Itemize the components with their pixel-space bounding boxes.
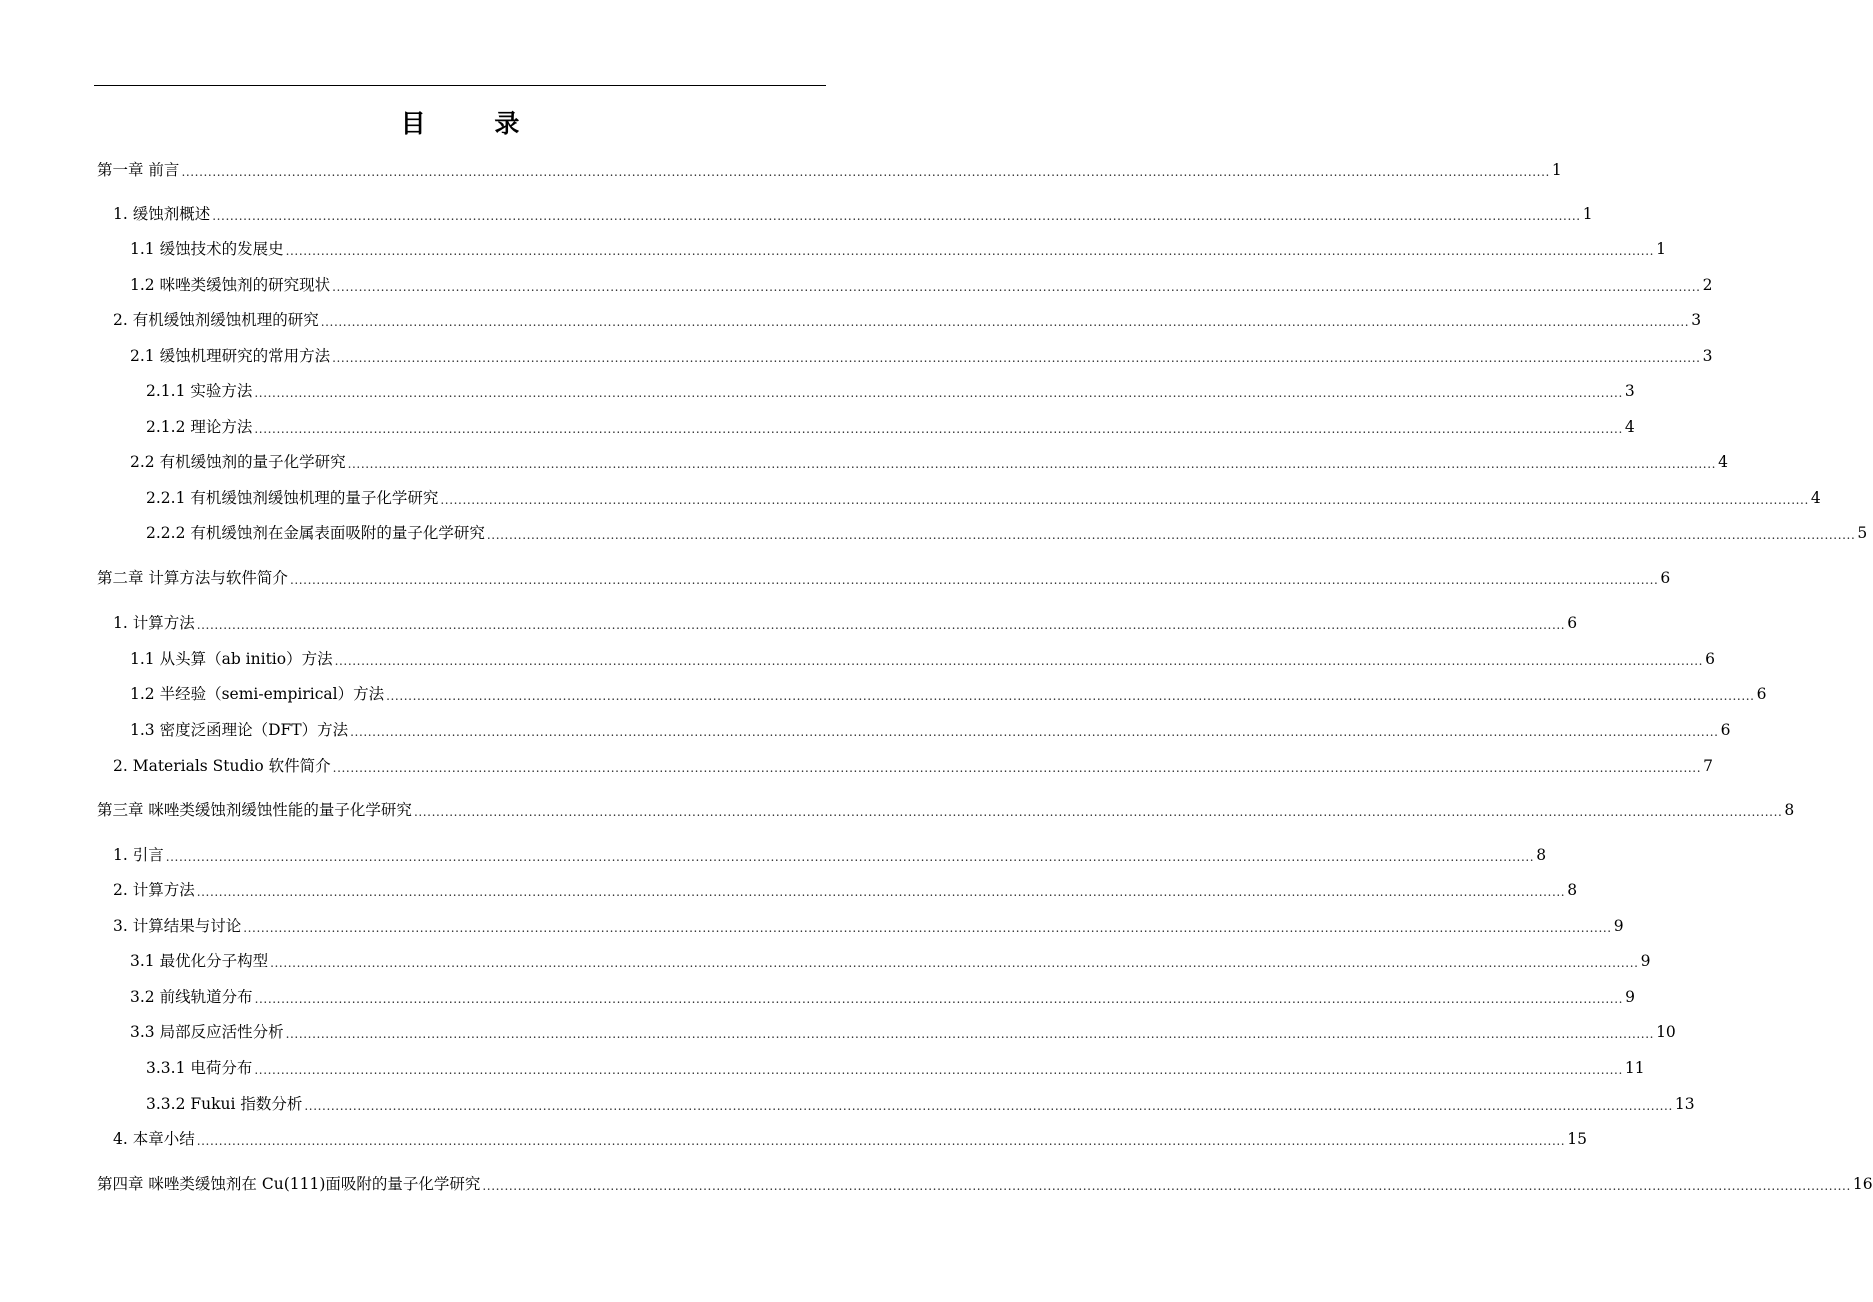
leader-dots [286, 242, 1654, 261]
toc-entry-2-2[interactable] [0, 450, 1728, 474]
header-rule [94, 85, 826, 86]
toc-entry-label: 3.3.1 电荷分布 [146, 1059, 253, 1077]
toc-entry-page: 11 [1624, 1059, 1645, 1077]
leader-dots [487, 526, 1855, 545]
toc-entry-label: 2.2 有机缓蚀剂的量子化学研究 [130, 453, 346, 471]
toc-entry-1[interactable] [0, 202, 1593, 226]
toc-entry-2-2-2[interactable] [0, 521, 1868, 545]
toc-entry-c3-3[interactable] [0, 914, 1624, 938]
leader-dots [332, 349, 1700, 368]
toc-entry-2-1-1[interactable] [0, 379, 1635, 403]
toc-entry-page: 6 [1720, 721, 1731, 739]
toc-entry-label: 4. 本章小结 [113, 1130, 195, 1148]
toc-entry-label: 2.2.2 有机缓蚀剂在金属表面吸附的量子化学研究 [146, 524, 485, 542]
leader-dots [482, 1177, 1850, 1196]
leader-dots [181, 163, 1549, 182]
toc-entry-label: 3. 计算结果与讨论 [113, 917, 242, 935]
leader-dots [386, 687, 1754, 706]
toc-entry-page: 1 [1656, 240, 1666, 258]
toc-entry-label: 1.3 密度泛函理论（DFT）方法 [130, 721, 349, 739]
toc-entry-page: 6 [1567, 614, 1578, 632]
toc-entry-page: 9 [1640, 952, 1651, 970]
toc-entry-page: 9 [1625, 988, 1635, 1006]
toc-entry-page: 8 [1567, 881, 1578, 899]
toc-entry-page: 3 [1624, 382, 1635, 400]
toc-entry-label: 1.1 从头算（ab initio）方法 [130, 650, 333, 668]
toc-entry-page: 2 [1702, 276, 1713, 294]
toc-entry-c3-3-3[interactable] [0, 1020, 1676, 1044]
toc-entry-page: 13 [1674, 1095, 1695, 1113]
toc-entry-page: 6 [1756, 685, 1767, 703]
toc-entry-c3-4[interactable] [0, 1127, 1587, 1151]
leader-dots [255, 990, 1623, 1009]
leader-dots [350, 723, 1718, 742]
toc-entry-c3-2[interactable] [0, 878, 1578, 902]
toc-entry-chapter-2[interactable] [0, 566, 1671, 590]
toc-entry-label: 1. 计算方法 [113, 614, 195, 632]
toc-entry-page: 4 [1718, 453, 1728, 471]
toc-entry-label: 3.3 局部反应活性分析 [130, 1023, 284, 1041]
toc-entry-c3-3-2[interactable] [0, 985, 1635, 1009]
leader-dots [335, 652, 1703, 671]
toc-entry-page: 3 [1702, 347, 1713, 365]
leader-dots [212, 207, 1580, 226]
toc-entry-1-1[interactable] [0, 237, 1666, 261]
toc-entry-label: 2.1.2 理论方法 [146, 418, 253, 436]
leader-dots [290, 571, 1658, 590]
toc-entry-label: 2.1.1 实验方法 [146, 382, 253, 400]
leader-dots [321, 313, 1689, 332]
toc-entry-page: 8 [1784, 801, 1795, 819]
leader-dots [254, 420, 1622, 439]
toc-entry-page: 4 [1810, 489, 1821, 507]
toc-entry-page: 15 [1567, 1130, 1587, 1148]
toc-entry-label: 2. 有机缓蚀剂缓蚀机理的研究 [113, 311, 319, 329]
toc-entry-label: 2.2.1 有机缓蚀剂缓蚀机理的量子化学研究 [146, 489, 439, 507]
toc-entry-c2-1-1[interactable] [0, 647, 1715, 671]
leader-dots [440, 491, 1808, 510]
toc-entry-page: 6 [1660, 569, 1671, 587]
toc-entry-label: 3.2 前线轨道分布 [130, 988, 253, 1006]
leader-dots [254, 384, 1622, 403]
toc-entry-2-1-2[interactable] [0, 415, 1635, 439]
toc-entry-chapter-4[interactable] [0, 1172, 1873, 1196]
leader-dots [414, 803, 1782, 822]
toc-entry-c3-3-3-1[interactable] [0, 1056, 1645, 1080]
leader-dots [243, 919, 1611, 938]
toc-entry-label: 1.1 缓蚀技术的发展史 [130, 240, 284, 258]
toc-entry-label: 3.1 最优化分子构型 [130, 952, 269, 970]
toc-entry-label: 2. 计算方法 [113, 881, 195, 899]
toc-entry-c2-1-2[interactable] [0, 682, 1767, 706]
toc-entry-c2-1[interactable] [0, 611, 1578, 635]
toc-title: 目 录 [400, 109, 550, 138]
toc-entry-label: 第三章 咪唑类缓蚀剂缓蚀性能的量子化学研究 [97, 801, 412, 819]
toc-entry-c3-1[interactable] [0, 843, 1547, 867]
leader-dots [197, 883, 1565, 902]
toc-entry-2-2-1[interactable] [0, 486, 1821, 510]
leader-dots [286, 1025, 1654, 1044]
toc-entry-label: 1. 引言 [113, 846, 164, 864]
leader-dots [197, 1132, 1565, 1151]
leader-dots [348, 455, 1716, 474]
leader-dots [332, 278, 1700, 297]
toc-entry-label: 2.1 缓蚀机理研究的常用方法 [130, 347, 331, 365]
toc-entry-c2-2[interactable] [0, 754, 1714, 778]
toc-entry-2[interactable] [0, 308, 1702, 332]
toc-entry-label: 第二章 计算方法与软件简介 [97, 569, 288, 587]
toc-entry-label: 2. Materials Studio 软件简介 [113, 757, 331, 775]
toc-entry-c3-3-1[interactable] [0, 949, 1651, 973]
toc-entry-label: 第一章 前言 [97, 161, 180, 179]
toc-entry-page: 7 [1703, 757, 1714, 775]
leader-dots [197, 616, 1565, 635]
leader-dots [304, 1097, 1672, 1116]
toc-entry-page: 4 [1624, 418, 1635, 436]
leader-dots [270, 954, 1638, 973]
leader-dots [254, 1061, 1622, 1080]
toc-entry-page: 9 [1613, 917, 1624, 935]
leader-dots [166, 848, 1534, 867]
toc-entry-page: 3 [1691, 311, 1702, 329]
leader-dots [333, 759, 1701, 778]
toc-entry-2-1[interactable] [0, 344, 1713, 368]
toc-entry-chapter-1[interactable] [0, 158, 1562, 182]
toc-entry-page: 1 [1582, 205, 1593, 223]
toc-entry-chapter-3[interactable] [0, 798, 1795, 822]
toc-entry-label: 第四章 咪唑类缓蚀剂在 Cu(111)面吸附的量子化学研究 [97, 1175, 481, 1193]
toc-entry-page: 1 [1551, 161, 1562, 179]
toc-entry-page: 6 [1705, 650, 1715, 668]
toc-entry-page: 16 [1852, 1175, 1873, 1193]
toc-entry-page: 8 [1536, 846, 1547, 864]
toc-entry-label: 1.2 半经验（semi-empirical）方法 [130, 685, 385, 703]
toc-entry-label: 1.2 咪唑类缓蚀剂的研究现状 [130, 276, 331, 294]
toc-entry-label: 1. 缓蚀剂概述 [113, 205, 211, 223]
toc-entry-label: 3.3.2 Fukui 指数分析 [146, 1095, 303, 1113]
toc-entry-c3-3-3-2[interactable] [0, 1092, 1695, 1116]
toc-entry-c2-1-3[interactable] [0, 718, 1731, 742]
toc-entry-page: 10 [1656, 1023, 1676, 1041]
toc-entry-page: 5 [1857, 524, 1868, 542]
toc-entry-1-2[interactable] [0, 273, 1713, 297]
